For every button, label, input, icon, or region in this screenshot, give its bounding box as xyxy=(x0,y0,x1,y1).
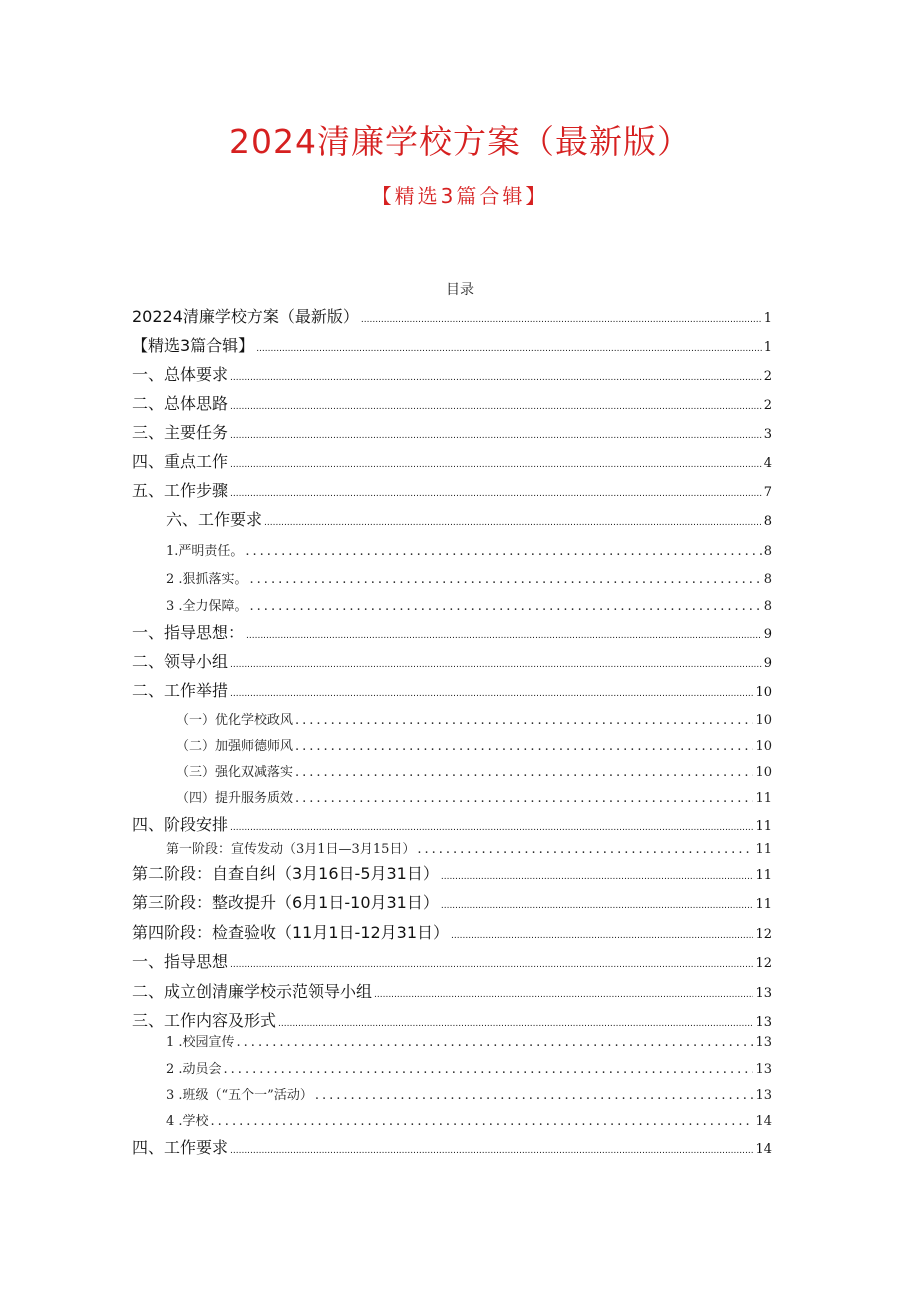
toc-entry-page: 14 xyxy=(755,1142,772,1157)
toc-entry[interactable] xyxy=(132,979,772,1002)
toc-leader xyxy=(315,1088,754,1103)
toc-entry-page: 14 xyxy=(755,1114,772,1129)
toc-leader xyxy=(230,823,753,833)
toc-entry-page: 10 xyxy=(755,713,772,728)
toc-entry[interactable] xyxy=(132,478,772,501)
toc-leader xyxy=(361,315,762,325)
toc-leader xyxy=(264,518,762,528)
toc-entry-label: 1 .校园宣传 xyxy=(166,1035,235,1050)
toc-entry[interactable] xyxy=(166,540,772,559)
toc-entry-page: 11 xyxy=(755,842,772,857)
toc-entry[interactable] xyxy=(132,304,772,327)
toc-entry[interactable] xyxy=(166,568,772,587)
toc-entry-label: 3 .全力保障。 xyxy=(166,599,248,614)
toc-entry-label: 3 .班级（“五个一”活动） xyxy=(166,1088,313,1103)
toc-entry[interactable] xyxy=(132,1008,772,1031)
toc-leader xyxy=(230,460,762,470)
toc-entry-label: 第二阶段：自查自纠（3月16日-5月31日） xyxy=(132,864,439,883)
toc-entry-label: 4 .学校 xyxy=(166,1114,209,1129)
toc-entry[interactable] xyxy=(166,507,772,530)
toc-entry-label: 一、指导思想： xyxy=(132,623,245,642)
toc-leader xyxy=(295,739,753,754)
toc-entry-page: 11 xyxy=(755,791,772,806)
toc-entry-label: 一、总体要求 xyxy=(132,365,229,384)
toc-leader xyxy=(295,791,753,806)
toc-entry-page: 7 xyxy=(763,485,772,500)
toc-entry[interactable] xyxy=(132,949,772,972)
toc-entry-label: 三、主要任务 xyxy=(132,423,229,442)
toc-entry-label: 二、成立创清廉学校示范领导小组 xyxy=(132,982,373,1001)
toc-entry-label: 二、总体思路 xyxy=(132,394,229,413)
toc-entry-label: 2 .狠抓落实。 xyxy=(166,572,248,587)
toc-entry-label: 四、重点工作 xyxy=(132,452,229,471)
toc-entry-page: 2 xyxy=(763,398,772,413)
toc-entry[interactable] xyxy=(132,362,772,385)
toc-leader xyxy=(250,599,762,614)
toc-leader xyxy=(230,689,753,699)
toc-leader xyxy=(230,1146,753,1156)
toc-entry-label: 2 .动员会 xyxy=(166,1062,222,1077)
toc-entry-label: 第三阶段：整改提升（6月1日-10月31日） xyxy=(132,893,439,912)
toc-entry-page: 9 xyxy=(763,627,772,642)
toc-entry[interactable] xyxy=(132,812,772,835)
toc-entry[interactable] xyxy=(132,890,772,913)
toc-entry-page: 4 xyxy=(763,456,772,471)
toc-entry-label: （四）提升服务质效 xyxy=(176,791,294,806)
toc-entry[interactable] xyxy=(132,620,772,643)
toc-entry-page: 13 xyxy=(755,1062,772,1077)
toc-entry-page: 13 xyxy=(755,1088,772,1103)
toc-entry-page: 9 xyxy=(763,656,772,671)
toc-entry-page: 8 xyxy=(763,514,772,529)
toc-leader xyxy=(245,544,761,559)
toc-leader xyxy=(224,1062,754,1077)
toc-entry[interactable] xyxy=(166,1110,772,1129)
toc-entry[interactable] xyxy=(132,678,772,701)
toc-entry-page: 10 xyxy=(755,765,772,780)
toc-entry[interactable] xyxy=(132,420,772,443)
toc-heading: 目录 xyxy=(446,282,474,298)
toc-entry-page: 10 xyxy=(755,739,772,754)
toc-entry-label: 六、工作要求 xyxy=(166,510,263,529)
toc-entry-label: （一）优化学校政风 xyxy=(176,713,294,728)
toc-entry[interactable] xyxy=(132,920,772,943)
toc-entry-label: 二、工作举措 xyxy=(132,681,229,700)
toc-entry[interactable] xyxy=(166,595,772,614)
toc-leader xyxy=(211,1114,754,1129)
toc-leader xyxy=(246,631,762,641)
toc-entry-page: 12 xyxy=(755,927,772,942)
toc-leader xyxy=(230,373,762,383)
toc-entry-page: 1 xyxy=(763,340,772,355)
toc-entry[interactable] xyxy=(166,1058,772,1077)
toc-entry-label: 20224清廉学校方案（最新版） xyxy=(132,307,359,326)
toc-entry-label: 第四阶段：检查验收（11月1日-12月31日） xyxy=(132,923,450,942)
toc-entry-label: （二）加强师德师风 xyxy=(176,739,294,754)
toc-entry[interactable] xyxy=(166,838,772,857)
toc-leader xyxy=(237,1035,754,1050)
toc-entry-page: 11 xyxy=(755,868,772,883)
toc-entry-page: 13 xyxy=(755,986,772,1001)
toc-leader xyxy=(374,990,753,1000)
toc-leader xyxy=(230,489,762,499)
toc-entry[interactable] xyxy=(132,333,772,356)
toc-entry-page: 2 xyxy=(763,369,772,384)
toc-leader xyxy=(278,1019,753,1029)
toc-entry[interactable] xyxy=(132,391,772,414)
document-title: 2024清廉学校方案（最新版） xyxy=(229,122,691,161)
toc-leader xyxy=(417,842,753,857)
toc-leader xyxy=(451,931,753,941)
toc-entry[interactable] xyxy=(132,449,772,472)
toc-entry-label: （三）强化双减落实 xyxy=(176,765,294,780)
toc-entry-label: 三、工作内容及形式 xyxy=(132,1011,277,1030)
document-subtitle: 【精选3篇合辑】 xyxy=(371,184,549,208)
toc-leader xyxy=(295,765,753,780)
toc-entry-label: 【精选3篇合辑】 xyxy=(132,336,255,355)
toc-entry[interactable] xyxy=(166,1031,772,1050)
toc-entry[interactable] xyxy=(166,1084,772,1103)
toc-entry-page: 11 xyxy=(755,897,772,912)
toc-entry-page: 8 xyxy=(763,544,772,559)
toc-leader xyxy=(230,960,753,970)
toc-entry[interactable] xyxy=(176,787,772,806)
toc-entry-label: 第一阶段：宣传发动（3月1日—3月15日） xyxy=(166,842,416,857)
toc-entry-page: 11 xyxy=(755,819,772,834)
toc-leader xyxy=(230,402,762,412)
toc-entry-label: 四、阶段安排 xyxy=(132,815,229,834)
toc-leader xyxy=(441,901,754,911)
toc-entry-label: 二、领导小组 xyxy=(132,652,229,671)
toc-leader xyxy=(230,431,762,441)
toc-leader xyxy=(230,660,762,670)
toc-entry-page: 10 xyxy=(755,685,772,700)
toc-entry[interactable] xyxy=(176,761,772,780)
toc-entry-page: 13 xyxy=(755,1015,772,1030)
toc-entry-page: 12 xyxy=(755,956,772,971)
toc-entry-label: 1.严明责任。 xyxy=(166,544,244,559)
toc-leader xyxy=(256,344,762,354)
toc-entry-label: 一、指导思想 xyxy=(132,952,229,971)
toc-entry-page: 1 xyxy=(763,311,772,326)
toc-entry-label: 五、工作步骤 xyxy=(132,481,229,500)
toc-leader xyxy=(250,572,762,587)
toc-entry-page: 3 xyxy=(763,427,772,442)
toc-entry[interactable] xyxy=(132,861,772,884)
toc-entry-page: 13 xyxy=(755,1035,772,1050)
toc-entry-label: 四、工作要求 xyxy=(132,1138,229,1157)
toc-entry-page: 8 xyxy=(763,599,772,614)
toc-leader xyxy=(295,713,753,728)
toc-entry[interactable] xyxy=(176,735,772,754)
toc-entry[interactable] xyxy=(176,709,772,728)
toc-entry-page: 8 xyxy=(763,572,772,587)
toc-entry[interactable] xyxy=(132,1135,772,1158)
toc-leader xyxy=(441,872,754,882)
toc-entry[interactable] xyxy=(132,649,772,672)
